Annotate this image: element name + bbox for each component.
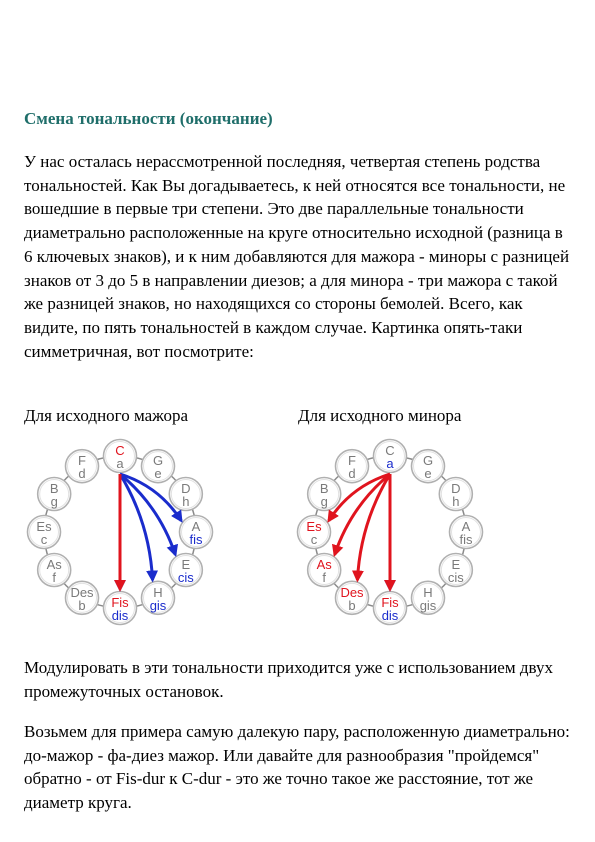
key-minor-label: b [348, 597, 356, 613]
key-minor-label: cis [177, 570, 194, 585]
caption-minor: Для исходного минора [298, 406, 462, 425]
key-major-label: F [78, 453, 86, 469]
key-major-label: As [46, 557, 62, 572]
key-minor-label: g [320, 494, 328, 509]
key-major-label: H [423, 584, 433, 600]
key-minor-label: a [116, 456, 124, 471]
key-major-label: H [153, 584, 163, 600]
key-bubble-f [336, 450, 369, 483]
key-major-label: C [385, 443, 395, 458]
key-minor-label: d [348, 466, 356, 482]
key-major-label: Fis [111, 595, 129, 610]
key-minor-label: f [322, 570, 326, 585]
key-major-label: E [181, 557, 191, 572]
key-minor-label: c [310, 532, 318, 547]
key-major-label: A [191, 519, 201, 534]
key-major-label: B [49, 481, 59, 496]
key-major-label: Des [70, 584, 94, 600]
key-major-label: F [348, 453, 356, 469]
key-bubble-a [180, 516, 213, 549]
key-bubble-c [374, 440, 407, 473]
key-bubble-g [142, 450, 175, 483]
key-bubble-a [450, 516, 483, 549]
key-major-label: Es [306, 519, 322, 534]
key-minor-label: f [52, 570, 56, 585]
key-major-label: As [316, 557, 332, 572]
key-bubble-as [38, 554, 71, 587]
key-bubble-e [169, 554, 202, 587]
paragraph-intro: У нас осталась нерассмотренной последняя, четвертая степень родства тональностей. Как Вы догадываетесь, к ней относятся все тональности, не вошедшие в первые три степени. Это две параллельные тональности диаметрально расположенные на круге относительно исходной (разница в 6 ключевых знаков), и к ним добавляются для мажора - миноры с разницей знаков от 3 до 5 в направлении диезов; а для минора - три мажора с такой же разницей знаков, но находящихся со стороны бемолей. Всего, как видите, по пять тональностей в каждом случае. Картинка опять-таки симметричная, вот посмотрите: [24, 152, 570, 361]
key-minor-label: dis [381, 608, 399, 623]
key-bubble-des [336, 581, 369, 614]
key-minor-label: g [50, 494, 58, 509]
key-bubble-fis [104, 592, 137, 625]
key-bubble-c [104, 440, 137, 473]
key-major-label: G [422, 453, 434, 469]
key-minor-label: h [182, 494, 190, 509]
key-minor-label: fis [189, 532, 203, 547]
page-title: Смена тональности (окончание) [24, 109, 273, 128]
key-minor-label: e [424, 466, 432, 482]
key-minor-label: d [78, 466, 86, 482]
key-bubble-b [308, 478, 341, 511]
key-bubble-b [38, 478, 71, 511]
key-bubble-des [66, 581, 99, 614]
key-bubble-e [439, 554, 472, 587]
key-major-label: D [451, 481, 461, 496]
key-bubble-d [169, 478, 202, 511]
circle-of-fifths-major-diagram [26, 437, 226, 637]
key-bubble-es [28, 516, 61, 549]
paragraph-example: Возьмем для примера самую далекую пару, расположенную диаметрально: до-мажор - фа-диез мажор. Или давайте для разнообразия "пройдемся" обратно - от Fis-dur к C-dur - это же точно такое же расстояние, тот же диаметр круга. [24, 722, 570, 813]
key-major-label: B [319, 481, 329, 496]
key-minor-label: e [154, 466, 162, 482]
key-major-label: G [152, 453, 164, 469]
key-bubble-h [142, 581, 175, 614]
key-minor-label: b [78, 597, 86, 613]
key-bubble-g [412, 450, 445, 483]
key-minor-label: c [40, 532, 48, 547]
key-bubble-as [308, 554, 341, 587]
key-bubble-f [66, 450, 99, 483]
key-minor-label: a [386, 456, 394, 471]
key-major-label: C [115, 443, 125, 458]
key-bubble-fis [374, 592, 407, 625]
paragraph-modulation: Модулировать в эти тональности приходится уже с использованием двух промежуточных остановок. [24, 658, 553, 701]
key-minor-label: gis [149, 597, 167, 613]
key-bubble-es [298, 516, 331, 549]
key-minor-label: h [452, 494, 460, 509]
key-major-label: Es [36, 519, 52, 534]
key-minor-label: dis [111, 608, 129, 623]
key-minor-label: cis [447, 570, 464, 585]
key-major-label: E [451, 557, 461, 572]
key-minor-label: fis [459, 532, 473, 547]
key-bubble-d [439, 478, 472, 511]
key-major-label: D [181, 481, 191, 496]
circle-of-fifths-minor-diagram [296, 437, 496, 637]
key-bubble-h [412, 581, 445, 614]
key-major-label: Des [340, 584, 364, 600]
caption-major: Для исходного мажора [24, 406, 189, 425]
key-major-label: A [461, 519, 471, 534]
key-minor-label: gis [419, 597, 437, 613]
key-major-label: Fis [381, 595, 399, 610]
